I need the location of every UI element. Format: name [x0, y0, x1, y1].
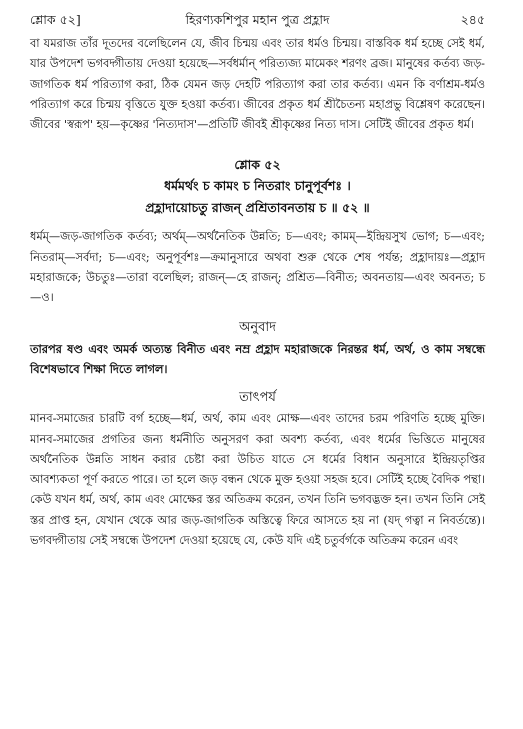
header-verse-ref: শ্লোক ৫২] — [30, 12, 81, 27]
intro-paragraph: বা যমরাজ তাঁর দূতদের বলেছিলেন যে, জীব চিন্ময় এবং তার ধর্মও চিন্ময়। বাস্তবিক ধর্ম হচ্ছে সেই ধর্ম, যার উপদেশ ভগবদ্গীতায় দেওয়া হয়েছে—সর্বধর্মান্ পরিত্যজ্য মামেকং শরণং ব্রজ। মানুষের কর্তব্য জড়-জাগতিক ধর্ম পরিত্যাগ করা, ঠিক যেমন জড় দেহটি পরিত্যাগ করা তার কর্তব্য। এমন কি বর্ণাশ্রম-ধর্মও পরিত্যাগ করে চিন্ময় বৃত্তিতে যুক্ত হওয়া কর্তব্য। জীবের প্রকৃত ধর্ম শ্রীচৈতন্য মহাপ্রভু বিশ্লেষণ করেছেন। জীবের 'স্বরূপ' হয়—কৃষ্ণের 'নিত্যদাস'—প্রতিটি জীবই শ্রীকৃষ্ণের নিত্য দাস। সেটিই জীবের প্রকৃত ধর্ম। — [30, 37, 485, 132]
verse-heading: শ্লোক ৫২ — [234, 157, 281, 173]
header-page-number: ২৪৫ — [460, 12, 485, 27]
translation-paragraph: তারপর ষণ্ড এবং অমর্ক অত্যন্ত বিনীত এবং নম্র প্রহ্লাদ মহারাজকে নিরন্তর ধর্ম, অর্থ, ও কাম সম্বন্ধে বিশেষভাবে শিক্ষা দিতে লাগল। — [30, 341, 485, 376]
verse-line-2: প্রহ্লাদায়োচতু রাজন্ প্রশ্রিতাবনতায় চ ॥ ৫২ ॥ — [145, 200, 370, 216]
purport-heading: তাৎপর্য — [239, 390, 276, 406]
verse-line-1: ধর্মমর্থং চ কামং চ নিতরাং চানুপূর্বশঃ । — [164, 178, 351, 194]
purport-paragraph: মানব-সমাজের চারটি বর্গ হচ্ছে—ধর্ম, অর্থ, কাম এবং মোক্ষ—এবং তাদের চরম পরিণতি হচ্ছে মুক্তি। মানব-সমাজের প্রগতির জন্য ধর্মনীতি অনুসরণ করা অবশ্য কর্তব্য, এবং ধর্মের ভিত্তিতে মানুষের অর্থনৈতিক উন্নতি সাধন করার চেষ্টা করা উচিত যাতে সে ধর্মের বিধান অনুসারে ইন্দ্রিয়তৃপ্তির আবশ্যকতা পূর্ণ করতে পারে। তা হলে জড় বন্ধন থেকে মুক্ত হওয়া সহজ হবে। সেটিই হচ্ছে বৈদিক পন্থা। কেউ যখন ধর্ম, অর্থ, কাম এবং মোক্ষের স্তর অতিক্রম করেন, তখন তিনি ভগবদ্ভক্ত হন। তখন তিনি সেই স্তর প্রাপ্ত হন, যেখান থেকে আর জড়-জাগতিক অস্তিত্বে ফিরে আসতে হয় না (যদ্ গত্বা ন নিবর্তন্তে)। ভগবদ্গীতায় সেই সম্বন্ধে উপদেশ দেওয়া হয়েছে যে, কেউ যদি এই চতুর্বর্গকে অতিক্রম করেন এবং — [30, 412, 485, 548]
header-chapter-title: হিরণ্যকশিপুর মহান পুত্র প্রহ্লাদ — [185, 12, 330, 27]
document-page — [30, 10, 485, 720]
synonyms-paragraph: ধর্মম্—জড়-জাগতিক কর্তব্য; অর্থম্—অর্থনৈতিক উন্নতি; চ—এবং; কামম্—ইন্দ্রিয়সুখ ভোগ; চ—এবং; নিতরাম্—সর্বদা; চ—এবং; অনুপূর্বশঃ—ক্রমানুসারে অথবা শুরু থেকে শেষ পর্যন্ত; প্রহ্লাদায়ঃ—প্রহ্লাদ মহারাজকে; উচতুঃ—তারা বলেছিল; রাজন্—হে রাজন্; প্রশ্রিত—বিনীত; অবনতায়—এবং অবনত; চ—ও। — [30, 230, 485, 305]
page-header — [30, 10, 485, 34]
translation-heading: অনুবাদ — [239, 319, 276, 335]
